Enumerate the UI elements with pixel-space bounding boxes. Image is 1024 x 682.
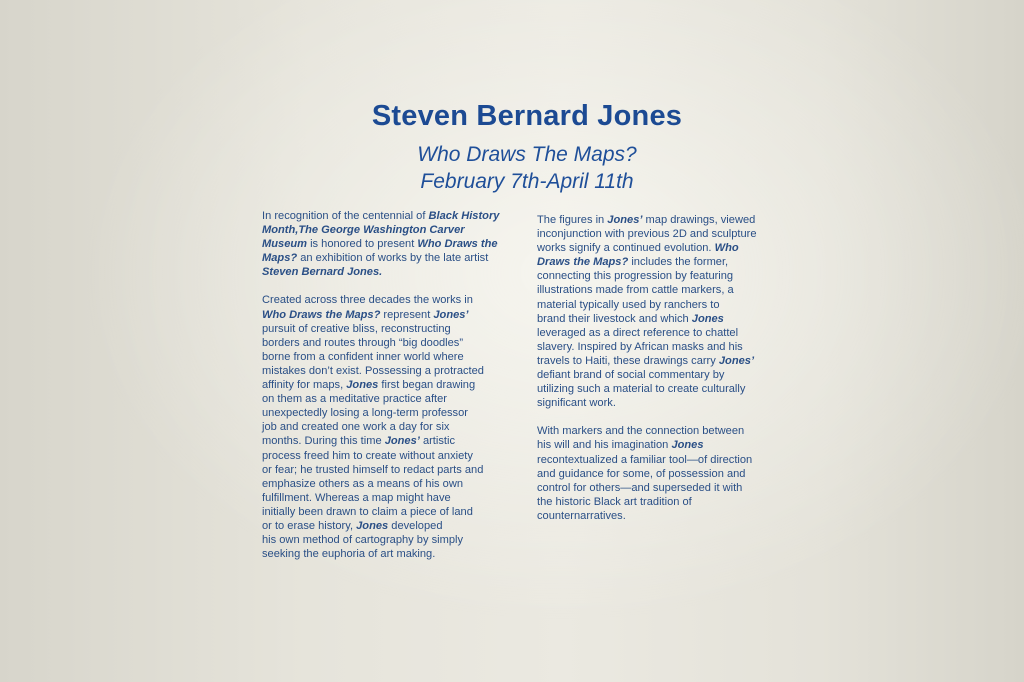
text-run: recontextualized a familiar tool—of direction: [537, 453, 753, 466]
text-line: [262, 463, 499, 477]
text-line: [537, 255, 757, 269]
italic-text: Jones’: [384, 435, 420, 448]
text-line: [262, 505, 499, 519]
text-line: [262, 434, 499, 448]
text-line: [537, 438, 757, 452]
text-run: is honored to present: [307, 238, 418, 251]
text-run: borders and routes through “big doodles”: [262, 336, 464, 349]
text-line: [537, 241, 757, 255]
text-run: represent: [380, 308, 434, 321]
text-line: [262, 392, 499, 406]
right-text-column: [537, 213, 757, 523]
text-run: counternarratives.: [537, 509, 626, 522]
text-line: [537, 326, 757, 340]
italic-text: Jones: [671, 439, 704, 452]
text-run: leveraged as a direct reference to chattel: [537, 326, 739, 339]
text-line: [262, 322, 499, 336]
text-run: control for others—and superseded it with: [537, 481, 743, 494]
italic-text: Steven Bernard Jones.: [262, 266, 383, 279]
italic-text: Museum: [262, 238, 307, 251]
paragraph: [537, 213, 757, 410]
text-run: emphasize others as a means of his own: [262, 477, 464, 490]
text-line: [537, 312, 757, 326]
italic-text: Jones: [691, 312, 724, 325]
text-line: [537, 382, 757, 396]
italic-text: Jones’: [718, 354, 755, 367]
artist-name-heading: Steven Bernard Jones: [371, 100, 683, 132]
text-run: illustrations made from cattle markers, a: [537, 284, 734, 297]
text-line: [537, 495, 757, 509]
text-run: seeking the euphoria of art making.: [262, 548, 436, 561]
italic-text: Jones: [346, 379, 379, 392]
italic-text: Jones’: [607, 214, 643, 226]
text-line: [537, 354, 757, 368]
text-line: [262, 519, 499, 533]
text-line: [537, 298, 757, 312]
text-run: his will and his imagination: [537, 439, 672, 452]
text-line: [262, 420, 499, 434]
text-run: The figures in: [537, 214, 608, 226]
text-run: slavery. Inspired by African masks and his: [537, 340, 743, 353]
text-run: includes the former,: [628, 256, 729, 269]
text-line: [262, 364, 499, 378]
text-run: initially been drawn to claim a piece of land: [262, 505, 473, 518]
text-line: [537, 227, 757, 241]
exhibition-title: Who Draws The Maps?: [417, 143, 637, 166]
text-run: material typically used by ranchers to: [537, 298, 720, 311]
text-line: [262, 533, 499, 547]
text-run: borne from a confident inner world where: [262, 350, 464, 363]
text-run: works signify a continued evolution.: [537, 242, 715, 255]
text-line: [262, 406, 499, 420]
text-run: the historic Black art tradition of: [537, 495, 692, 508]
text-run: job and created one work a day for six: [262, 421, 450, 434]
text-line: [262, 265, 499, 279]
text-run: With markers and the connection between: [537, 425, 745, 438]
text-run: inconjunction with previous 2D and sculpture: [537, 228, 757, 241]
text-line: [537, 340, 757, 354]
text-line: [262, 237, 499, 251]
text-run: months. During this time: [262, 435, 385, 448]
text-run: brand their livestock and which: [537, 312, 692, 325]
text-run: his own method of cartography by simply: [262, 534, 464, 547]
italic-text: Jones’: [433, 308, 469, 321]
italic-text: Who: [714, 242, 739, 255]
text-line: [262, 547, 499, 561]
text-line: [537, 283, 757, 297]
italic-text: Who Draws the: [417, 238, 498, 251]
text-run: utilizing such a material to create culturally: [537, 383, 746, 396]
text-run: Created across three decades the works in: [262, 294, 473, 307]
text-run: connecting this progression by featuring: [537, 270, 734, 283]
text-run: unexpectedly losing a long-term professor: [262, 407, 468, 420]
italic-text: Draws the Maps?: [537, 256, 629, 269]
text-run: affinity for maps,: [262, 379, 347, 392]
italic-text: Maps?: [262, 252, 298, 265]
text-run: process freed him to create without anxiety: [262, 449, 473, 462]
paragraph: [262, 293, 499, 561]
paragraph: [262, 209, 499, 279]
text-line: [537, 467, 757, 481]
text-line: [262, 378, 499, 392]
text-line: [262, 477, 499, 491]
text-line: [537, 213, 757, 227]
text-line: [537, 453, 757, 467]
text-run: developed: [388, 519, 443, 532]
text-line: [262, 209, 499, 223]
text-run: or fear; he trusted himself to redact parts and: [262, 463, 484, 476]
exhibition-dates: February 7th-April 11th: [420, 170, 634, 193]
text-run: In recognition of the centennial of: [262, 210, 429, 222]
text-run: significant work.: [537, 397, 616, 410]
italic-text: Who Draws the Maps?: [262, 308, 381, 321]
text-line: [262, 293, 499, 307]
text-line: [262, 223, 499, 237]
text-line: [537, 481, 757, 495]
text-line: [537, 269, 757, 283]
italic-text: Jones: [356, 519, 389, 532]
text-line: [262, 350, 499, 364]
text-run: travels to Haiti, these drawings carry: [537, 354, 719, 367]
text-run: mistakes don’t exist. Possessing a protracted: [262, 364, 484, 377]
text-run: map drawings, viewed: [642, 214, 756, 226]
text-line: [262, 336, 499, 350]
text-run: defiant brand of social commentary by: [537, 369, 725, 382]
text-line: [537, 368, 757, 382]
italic-text: Black History: [428, 210, 500, 222]
paragraph: [537, 424, 757, 523]
text-run: an exhibition of works by the late artist: [297, 252, 489, 265]
text-line: [262, 449, 499, 463]
text-line: [537, 424, 757, 438]
text-run: first began drawing: [378, 379, 476, 392]
text-run: artistic: [419, 435, 455, 448]
text-run: fulfillment. Whereas a map might have: [262, 491, 451, 504]
left-text-column: [262, 209, 499, 561]
italic-text: Month,The George Washington Carver: [262, 224, 465, 237]
text-line: [262, 491, 499, 505]
text-line: [262, 308, 499, 322]
text-line: [537, 509, 757, 523]
text-run: and guidance for some, of possession and: [537, 467, 746, 480]
text-run: pursuit of creative bliss, reconstructing: [262, 322, 451, 335]
text-run: or to erase history,: [262, 519, 357, 532]
text-line: [537, 396, 757, 410]
text-line: [262, 251, 499, 265]
text-run: on them as a meditative practice after: [262, 393, 447, 406]
